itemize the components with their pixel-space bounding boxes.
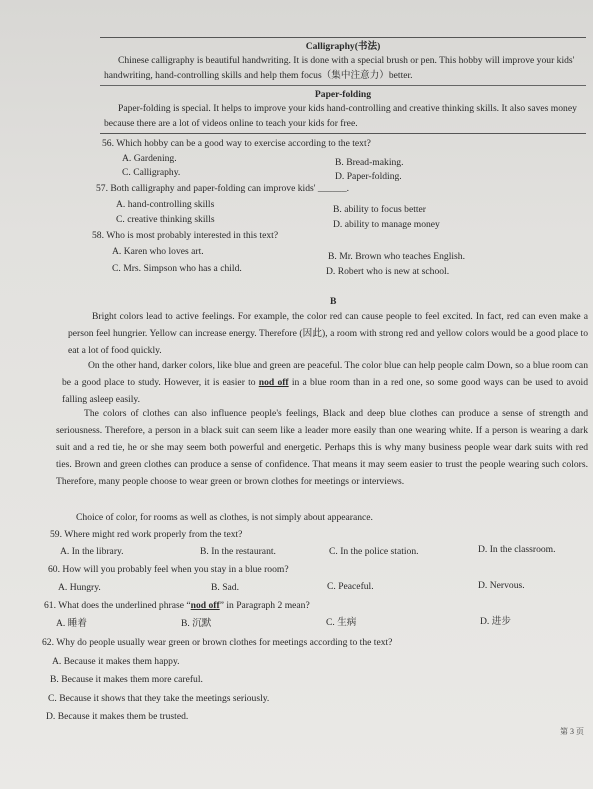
question-59: 59. Where might red work properly from the text? (50, 529, 243, 540)
question-61-text-b: ” in Paragraph 2 mean? (219, 600, 310, 611)
q59-option-c[interactable]: C. In the police station. (329, 546, 419, 557)
q62-option-b[interactable]: B. Because it makes them more careful. (50, 674, 203, 685)
q58-option-a[interactable]: A. Karen who loves art. (112, 246, 204, 257)
question-58: 58. Who is most probably interested in this text? (92, 230, 279, 241)
paper-folding-title: Paper-folding (314, 89, 372, 100)
q61-option-c[interactable]: C. 生病 (326, 617, 357, 628)
calligraphy-text: Chinese calligraphy is beautiful handwriting. It is done with a special brush or pen. This hobby will improve your kids' handwriting, hand-controlling skills and help them focus（集中注意力）better. (104, 55, 575, 81)
q61-option-a[interactable]: A. 睡着 (56, 618, 87, 629)
passage-paragraph-3: The colors of clothes can also influence people's feelings, Black and deep blue clothes can produce a sense of strength and seriousness. Therefore, a person in a black suit can seem like a leader more easily than one wearing white. If a person is wearing a dark suit and a red tie, he or she may seem both powerful and energetic. Perhaps this is why many business people wear dark suits with red ties. Brown and green clothes can produce a sense of confidence. That means it may seem easier to trust the people wearing such colors. Therefore, many people choose to wear green or brown clothes for meetings or interviews. (56, 408, 588, 487)
q62-option-c[interactable]: C. Because it shows that they take the meetings seriously. (48, 693, 270, 704)
question-56: 56. Which hobby can be a good way to exercise according to the text? (102, 138, 371, 149)
q57-option-c[interactable]: C. creative thinking skills (116, 214, 215, 225)
q60-option-a[interactable]: A. Hungry. (58, 582, 101, 593)
question-60: 60. How will you probably feel when you stay in a blue room? (48, 564, 289, 575)
q56-option-b[interactable]: B. Bread-making. (335, 157, 404, 168)
paper-folding-text: Paper-folding is special. It helps to improve your kids hand-controlling and creative thinking skills. It also saves money because there are a lot of videos online to teach your kids for free. (104, 103, 577, 129)
q59-option-d[interactable]: D. In the classroom. (478, 544, 556, 555)
q58-option-b[interactable]: B. Mr. Brown who teaches English. (328, 251, 465, 262)
q56-option-c[interactable]: C. Calligraphy. (122, 167, 181, 178)
q59-option-a[interactable]: A. In the library. (60, 546, 124, 557)
q62-option-a[interactable]: A. Because it makes them happy. (52, 656, 180, 667)
q60-option-c[interactable]: C. Peaceful. (327, 581, 374, 592)
hobby-table (100, 37, 586, 134)
underlined-phrase: nod off (258, 377, 289, 388)
section-b-label: B (330, 296, 337, 307)
passage-paragraph-4: Choice of color, for rooms as well as clothes, is not simply about appearance. (76, 512, 373, 523)
question-57: 57. Both calligraphy and paper-folding can improve kids' ______. (96, 183, 350, 194)
passage-paragraph-1: Bright colors lead to active feelings. For example, the color red can cause people to feel excited. In fact, red can even make a person feel hungrier. Yellow can increase energy. Therefore (因此), a room with strong red and yellow colors would be a good place to eat a lot of food quickly. (68, 311, 588, 356)
question-61-text-a: 61. What does the underlined phrase “ (44, 600, 191, 611)
question-62: 62. Why do people usually wear green or brown clothes for meetings according to the text? (42, 637, 393, 648)
q60-option-b[interactable]: B. Sad. (211, 582, 239, 593)
q56-option-a[interactable]: A. Gardening. (122, 153, 177, 164)
q60-option-d[interactable]: D. Nervous. (478, 580, 525, 591)
paragraph-2-text-b: in a blue room than in a red one, so some good ways can be used to avoid falling asleep easily. (62, 377, 588, 405)
question-61-underlined-phrase: nod off (190, 600, 220, 611)
passage-paragraph-2 (62, 357, 588, 408)
q57-option-d[interactable]: D. ability to manage money (333, 219, 440, 230)
calligraphy-title: Calligraphy(书法) (305, 41, 381, 52)
page-number: 第 3 页 (560, 727, 584, 736)
paper-folding-cell (100, 85, 586, 133)
q59-option-b[interactable]: B. In the restaurant. (200, 546, 276, 557)
q61-option-b[interactable]: B. 沉默 (181, 618, 212, 629)
q57-option-a[interactable]: A. hand-controlling skills (116, 199, 215, 210)
q62-option-d[interactable]: D. Because it makes them be trusted. (46, 711, 189, 722)
question-61 (44, 599, 310, 613)
calligraphy-cell (100, 38, 586, 85)
q57-option-b[interactable]: B. ability to focus better (333, 204, 426, 215)
q58-option-d[interactable]: D. Robert who is new at school. (326, 266, 450, 277)
q61-option-d[interactable]: D. 进步 (480, 616, 511, 627)
q58-option-c[interactable]: C. Mrs. Simpson who has a child. (112, 263, 242, 274)
q56-option-d[interactable]: D. Paper-folding. (335, 171, 402, 182)
paragraph-2-text-a: On the other hand, darker colors, like blue and green are peaceful. The color blue can help people calm Down, so a blue room can be a good place to study. However, it is easier to (62, 360, 588, 388)
